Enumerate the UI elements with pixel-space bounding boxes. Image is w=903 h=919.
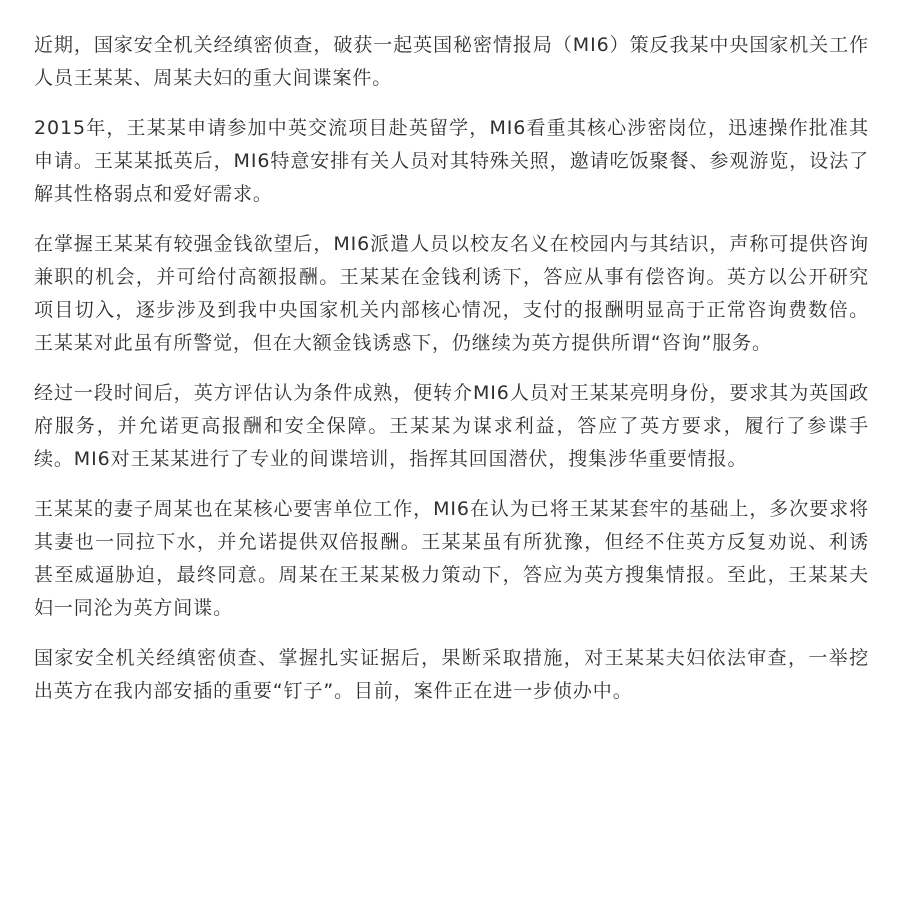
paragraph-1: 近期，国家安全机关经缜密侦查，破获一起英国秘密情报局（MI6）策反我某中央国家机关工作人员王某某、周某夫妇的重大间谍案件。 [34,34,869,89]
paragraph-4: 经过一段时间后，英方评估认为条件成熟，便转介MI6人员对王某某亮明身份，要求其为英国政府服务，并允诺更高报酬和安全保障。王某某为谋求利益，答应了英方要求，履行了参谍手续。MI6对王某某进行了专业的间谍培训，指挥其回国潜伏，搜集涉华重要情报。 [34,382,869,470]
paragraph-3: 在掌握王某某有较强金钱欲望后，MI6派遣人员以校友名义在校园内与其结识，声称可提供咨询兼职的机会，并可给付高额报酬。王某某在金钱利诱下，答应从事有偿咨询。英方以公开研究项目切入，逐步涉及到我中央国家机关内部核心情况，支付的报酬明显高于正常咨询费数倍。王某某对此虽有所警觉，但在大额金钱诱惑下，仍继续为英方提供所谓“咨询”服务。 [34,233,869,354]
paragraph-6: 国家安全机关经缜密侦查、掌握扎实证据后，果断采取措施，对王某某夫妇依法审查，一举挖出英方在我内部安插的重要“钉子”。目前，案件正在进一步侦办中。 [34,647,869,702]
paragraph-5: 王某某的妻子周某也在某核心要害单位工作，MI6在认为已将王某某套牢的基础上，多次要求将其妻也一同拉下水，并允诺提供双倍报酬。王某某虽有所犹豫，但经不住英方反复劝说、利诱甚至威逼胁迫，最终同意。周某在王某某极力策动下，答应为英方搜集情报。至此，王某某夫妇一同沦为英方间谍。 [34,498,869,619]
paragraph-2: 2015年，王某某申请参加中英交流项目赴英留学，MI6看重其核心涉密岗位，迅速操作批准其申请。王某某抵英后，MI6特意安排有关人员对其特殊关照，邀请吃饭聚餐、参观游览，设法了解其性格弱点和爱好需求。 [34,117,869,205]
article-body [34,29,869,708]
